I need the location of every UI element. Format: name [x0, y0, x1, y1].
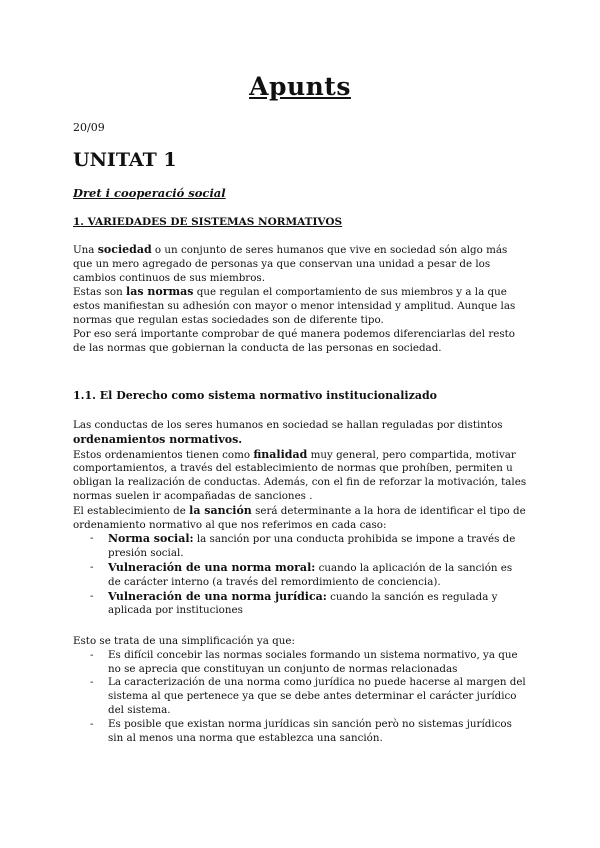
text-run: o un conjunto de seres humanos que vive en sociedad són algo más que un mero agregado de personas ya que conservan una unidad a pesar de los cambios continuos de sus miembros. — [73, 244, 508, 284]
list-item — [73, 649, 528, 677]
dash-bullet: - — [90, 532, 94, 545]
bold-term: la sanción — [189, 503, 252, 517]
section2-heading: 1.1. El Derecho como sistema normativo institucionalizado — [73, 389, 437, 402]
text-run: Es posible que existan norma jurídicas sin sanción però no sistemas jurídicos sin al menos una norma que establezca una sanción. — [108, 717, 512, 744]
text-run: que regulan el comportamiento de sus miembros y a la que estos manifiestan su adhesión con mayor o menor intensidad y amplitud. Aunque las normas que regulan estas sociedades son de diferente tipo. — [73, 286, 516, 326]
dash-bullet: - — [90, 676, 94, 689]
section2-paragraph-2 — [73, 448, 528, 504]
section1-paragraph-3: Por eso será importante comprobar de qué manera podemos diferenciarlas del resto de las normas que gobiernan la conducta de las personas en sociedad. — [73, 327, 515, 354]
bold-term: Norma social: — [108, 532, 194, 546]
text-run: Las conductas de los seres humanos en sociedad se hallan reguladas por distintos — [73, 419, 503, 431]
text-run: cuando la sanción es regulada y aplicada por instituciones — [108, 590, 498, 617]
list-item — [73, 590, 528, 619]
simplification-body — [73, 635, 528, 745]
bold-term: finalidad — [253, 447, 308, 461]
list-item — [73, 532, 528, 561]
list-item — [73, 718, 528, 746]
sanction-types-list — [73, 532, 528, 618]
text-run: la sanción por una conducta prohibida se impone a través de presión social. — [108, 533, 516, 560]
document-title: Apunts — [249, 72, 351, 101]
bold-term: Vulneración de una norma moral: — [108, 560, 316, 574]
bold-term: ordenamientos normativos. — [73, 432, 243, 446]
section2-paragraph-3 — [73, 504, 528, 533]
bold-term: las normas — [126, 285, 194, 299]
text-run: muy general, pero compartida, motivar comportamientos, a través del establecimiento de normas que prohíben, permiten u obligan la realización de conductas. Además, con el fin de reforzar la motivación, tales normas suelen ir acompañadas de sanciones . — [73, 448, 527, 502]
list-item — [73, 561, 528, 590]
bold-term: sociedad — [97, 243, 152, 256]
section1-heading: 1. VARIEDADES DE SISTEMAS NORMATIVOS — [73, 216, 343, 228]
unit-heading: UNITAT 1 — [73, 149, 177, 171]
section1-body — [73, 243, 528, 355]
section1-paragraph-2 — [73, 285, 528, 327]
dash-bullet: - — [90, 560, 94, 573]
section1-paragraph-1 — [73, 243, 528, 285]
text-run: Es difícil concebir las normas sociales formando un sistema normativo, ya que no se aprecia que constituyan un conjunto de normas relacionadas — [108, 648, 518, 675]
text-run: El establecimiento de — [73, 504, 190, 517]
section2-paragraph-1 — [73, 419, 528, 448]
text-run: Estas son — [73, 286, 127, 299]
list-item — [73, 676, 528, 717]
text-run: La caracterización de una norma como jurídica no puede hacerse al margen del sistema al que pertenece ya que se debe antes determinar el carácter jurídico del sistema. — [108, 676, 526, 716]
subtitle-heading: Dret i cooperació social — [73, 186, 226, 200]
dash-bullet: - — [90, 717, 94, 730]
section2-paragraph-4: Esto se trata de una simplificación ya que: — [73, 635, 295, 647]
text-run: cuando la aplicación de la sanción es de carácter interno (a través del remordimiento de conciencia). — [108, 561, 513, 588]
simplification-list — [73, 649, 528, 746]
dash-bullet: - — [90, 589, 94, 602]
dash-bullet: - — [90, 648, 94, 661]
section2-body — [73, 419, 528, 618]
date-label: 20/09 — [73, 121, 105, 134]
text-run: Estos ordenamientos tienen como — [73, 448, 254, 461]
bold-term: Vulneración de una norma jurídica: — [108, 589, 327, 603]
text-run: Una — [73, 244, 98, 256]
text-run: será determinante a la hora de identificar el tipo de ordenamiento normativo al que nos referimos en cada caso: — [73, 504, 526, 531]
